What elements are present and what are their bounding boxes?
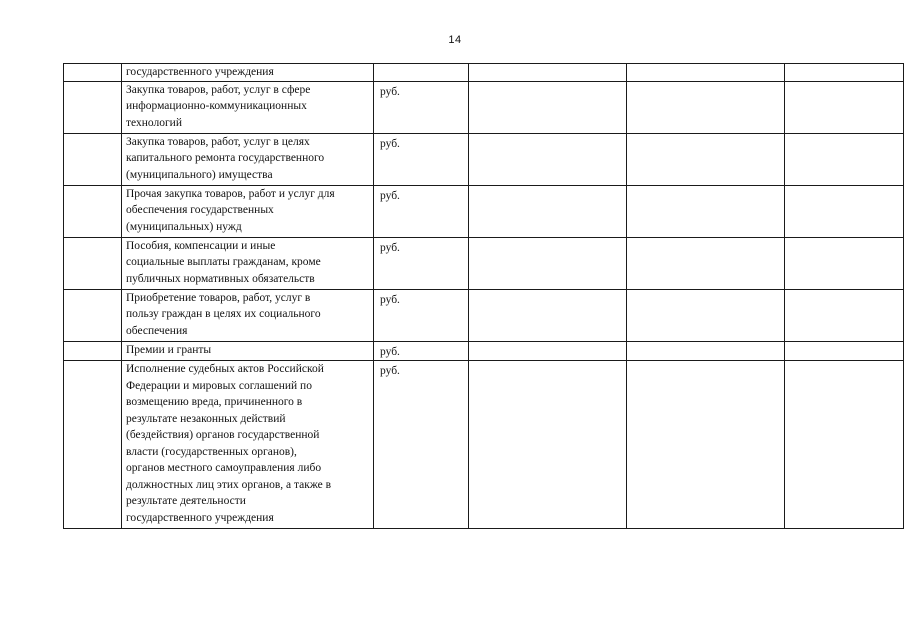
value-cell: [469, 185, 627, 237]
row-name-cell: [122, 64, 374, 82]
row-name-cell: [122, 237, 374, 289]
row-unit-cell: [374, 185, 469, 237]
row-unit: руб.: [380, 293, 400, 306]
table-row: [64, 81, 904, 133]
row-unit-cell: [374, 361, 469, 529]
row-unit-cell: [374, 64, 469, 82]
row-name-cell: [122, 361, 374, 529]
value-cell: [785, 81, 904, 133]
row-number-cell: [64, 289, 122, 341]
value-cell: [785, 341, 904, 361]
row-number-cell: [64, 237, 122, 289]
value-cell: [785, 237, 904, 289]
row-name-cell: [122, 289, 374, 341]
row-name: Исполнение судебных актов Российской Федерации и мировых соглашений по возмещению вреда, причиненного в результате незаконных действий (бездействия) органов государственной власти (государственных органов), органов местного самоуправления либо должностных лиц этих органов, а также в результате деятельности государственного учреждения: [126, 363, 332, 524]
row-name: государственного учреждения: [126, 66, 274, 78]
row-name: Закупка товаров, работ, услуг в целях капитального ремонта государственного (муниципального) имущества: [126, 135, 325, 181]
row-name-cell: [122, 185, 374, 237]
row-unit: руб.: [380, 189, 400, 202]
row-unit: руб.: [380, 241, 400, 254]
row-name-cell: [122, 81, 374, 133]
row-name: Премии и гранты: [126, 343, 212, 356]
table-row: [64, 289, 904, 341]
value-cell: [785, 185, 904, 237]
budget-table: [63, 63, 904, 529]
table-row: [64, 341, 904, 361]
row-unit-cell: [374, 133, 469, 185]
page-number: 14: [448, 34, 462, 46]
value-cell: [785, 289, 904, 341]
row-unit: руб.: [380, 345, 400, 358]
row-number-cell: [64, 64, 122, 82]
row-unit: руб.: [380, 137, 400, 150]
row-name: Закупка товаров, работ, услуг в сфере информационно-коммуникационных технологий: [126, 83, 311, 129]
table-row: [64, 185, 904, 237]
row-unit: [380, 64, 468, 66]
value-cell: [627, 133, 785, 185]
table-row: [64, 133, 904, 185]
row-name: Прочая закупка товаров, работ и услуг для обеспечения государственных (муниципальных) нужд: [126, 187, 335, 233]
row-name-cell: [122, 341, 374, 361]
row-unit-cell: [374, 237, 469, 289]
value-cell: [469, 133, 627, 185]
value-cell: [785, 133, 904, 185]
value-cell: [785, 361, 904, 529]
row-name: Пособия, компенсации и иные социальные выплаты гражданам, кроме публичных нормативных обязательств: [126, 239, 321, 285]
value-cell: [469, 341, 627, 361]
row-number-cell: [64, 133, 122, 185]
row-unit: руб.: [380, 365, 400, 377]
row-unit-cell: [374, 81, 469, 133]
row-number-cell: [64, 341, 122, 361]
value-cell: [469, 64, 627, 82]
value-cell: [627, 289, 785, 341]
table-row: [64, 237, 904, 289]
value-cell: [469, 361, 627, 529]
row-number-cell: [64, 185, 122, 237]
value-cell: [469, 237, 627, 289]
row-unit-cell: [374, 341, 469, 361]
row-unit-cell: [374, 289, 469, 341]
value-cell: [627, 185, 785, 237]
table-row: [64, 361, 904, 529]
row-unit: руб.: [380, 85, 400, 98]
row-number-cell: [64, 361, 122, 529]
value-cell: [627, 64, 785, 82]
value-cell: [627, 81, 785, 133]
row-name-cell: [122, 133, 374, 185]
value-cell: [627, 361, 785, 529]
value-cell: [785, 64, 904, 82]
row-number-cell: [64, 81, 122, 133]
value-cell: [627, 341, 785, 361]
table-row: [64, 64, 904, 82]
row-name: Приобретение товаров, работ, услуг в пользу граждан в целях их социального обеспечения: [126, 291, 321, 337]
value-cell: [469, 81, 627, 133]
value-cell: [469, 289, 627, 341]
value-cell: [627, 237, 785, 289]
